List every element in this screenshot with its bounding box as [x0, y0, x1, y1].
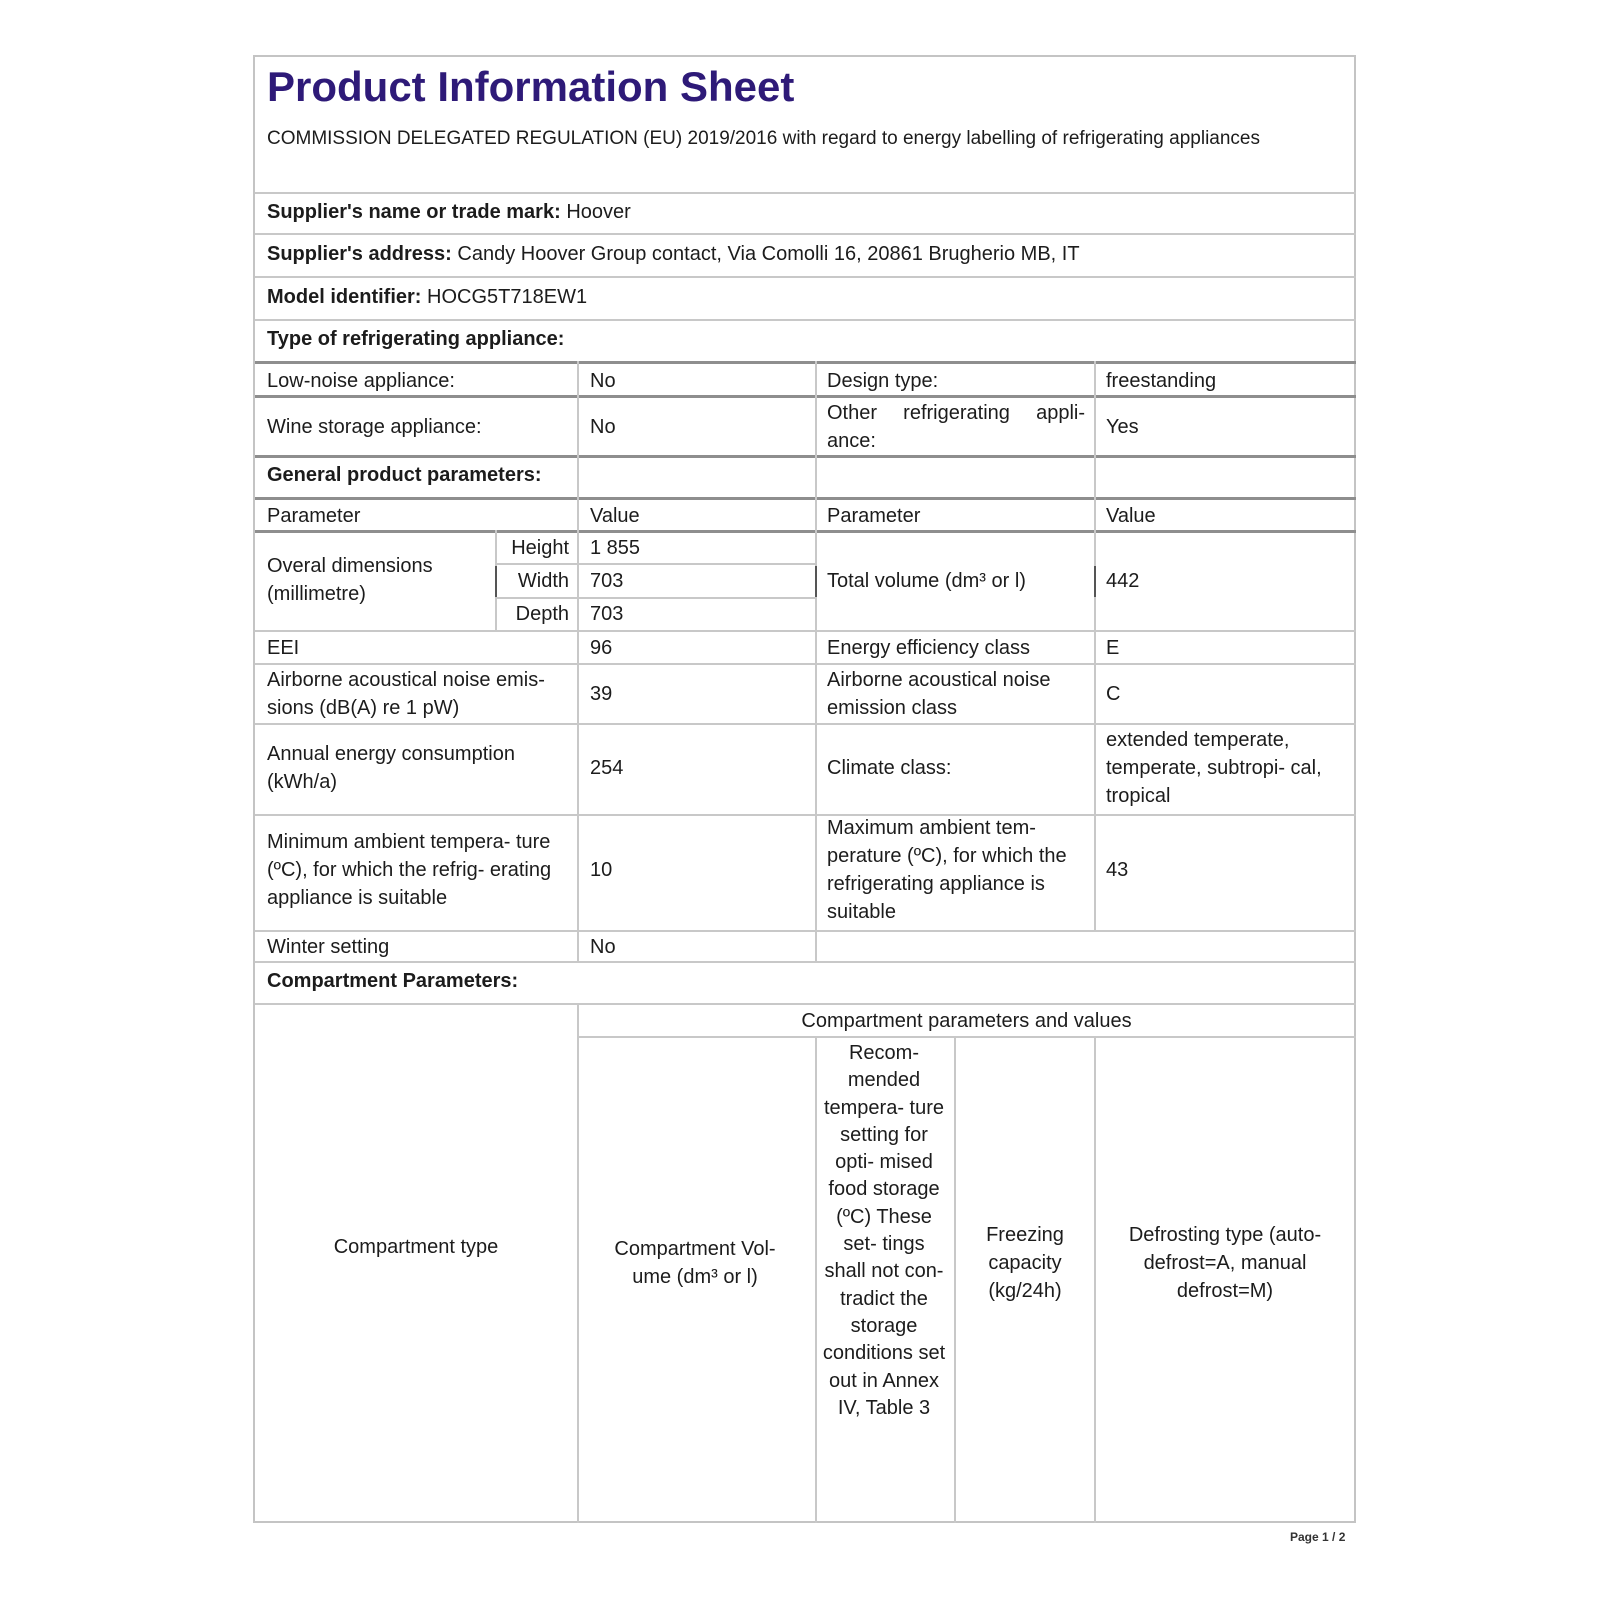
winter-label: Winter setting [267, 936, 390, 958]
column-divider [1094, 566, 1096, 597]
total-volume-label: Total volume (dm³ or l) [827, 570, 1026, 592]
header-parameter-2: Parameter [827, 505, 921, 527]
total-volume-value: 442 [1106, 570, 1140, 592]
type-heading: Type of refrigerating appliance: [267, 328, 565, 350]
depth-value: 703 [590, 603, 624, 625]
column-divider [577, 1003, 579, 1523]
energy-class-value: E [1106, 637, 1120, 659]
compartment-volume-header: Compartment Vol- ume (dm³ or l) [614, 1238, 776, 1288]
supplier-address-row [267, 240, 1080, 268]
min-temp-label: Minimum ambient tempera- ture (ºC), for which the refrig- erating appliance is suitable [267, 831, 552, 909]
row-divider [255, 814, 1356, 816]
climate-label: Climate class: [827, 757, 952, 779]
row-divider [255, 192, 1356, 194]
supplier-name-value: Hoover [566, 201, 631, 223]
column-divider [1094, 361, 1096, 497]
eei-value: 96 [590, 637, 613, 659]
column-divider [577, 361, 579, 497]
column-divider [815, 566, 817, 597]
max-temp-value: 43 [1106, 859, 1129, 881]
recommended-temperature-header: Recom- mended tempera- ture setting for opti- mised food storage (ºC) These set- tings shall not con- tradict the storage conditions set out in Annex IV, Table 3 [822, 1042, 946, 1419]
row-divider [495, 597, 815, 599]
depth-label: Depth [515, 603, 569, 625]
column-divider [815, 1036, 817, 1523]
column-divider [577, 497, 579, 961]
column-divider [954, 1036, 956, 1523]
height-value: 1 855 [590, 537, 641, 559]
design-type-label: Design type: [827, 370, 939, 392]
design-type-value: freestanding [1106, 370, 1217, 392]
row-divider [255, 630, 1356, 632]
model-row [267, 283, 587, 311]
width-label: Width [517, 570, 569, 592]
freezing-capacity-header: Freezing capacity (kg/24h) [986, 1224, 1064, 1302]
row-divider [255, 233, 1356, 235]
wine-storage-label: Wine storage appliance: [267, 416, 482, 438]
model-value: HOCG5T718EW1 [427, 286, 588, 308]
supplier-address-label: Supplier's address: [267, 243, 452, 265]
page-title: Product Information Sheet [267, 63, 795, 110]
row-divider [255, 530, 1356, 533]
row-divider [255, 663, 1356, 665]
noise-value: 39 [590, 683, 613, 705]
compartment-group-header: Compartment parameters and values [801, 1010, 1132, 1032]
row-divider [255, 930, 1356, 932]
wine-storage-value: No [590, 416, 616, 438]
supplier-name-label: Supplier's name or trade mark: [267, 201, 561, 223]
regulation-text: COMMISSION DELEGATED REGULATION (EU) 2019/2016 with regard to energy labelling of refrigerating appliances [267, 128, 1260, 149]
eei-label: EEI [267, 637, 300, 659]
width-value: 703 [590, 570, 624, 592]
compartment-type-header: Compartment type [333, 1236, 499, 1258]
noise-class-value: C [1106, 683, 1121, 705]
noise-label: Airborne acoustical noise emis- sions (dB(A) re 1 pW) [267, 669, 545, 719]
energy-class-label: Energy efficiency class [827, 637, 1031, 659]
row-divider [255, 319, 1356, 321]
dimensions-label: Overal dimensions (millimetre) [267, 555, 433, 605]
height-label: Height [511, 537, 569, 559]
row-divider [577, 1036, 1356, 1038]
row-divider [255, 276, 1356, 278]
noise-class-label: Airborne acoustical noise emission class [827, 669, 1051, 719]
product-information-sheet [253, 55, 1356, 1523]
supplier-name-row [267, 198, 631, 226]
column-divider [815, 361, 817, 497]
other-appliance-value: Yes [1106, 416, 1139, 438]
header-value: Value [590, 505, 640, 527]
row-divider [255, 361, 1356, 364]
max-temp-label: Maximum ambient tem- perature (ºC), for which the refrigerating appliance is suitable [827, 817, 1067, 923]
column-divider [1094, 1036, 1096, 1523]
row-divider [255, 395, 1356, 398]
min-temp-value: 10 [590, 859, 613, 881]
general-heading: General product parameters: [267, 464, 542, 486]
low-noise-value: No [590, 370, 616, 392]
defrosting-type-header: Defrosting type (auto-defrost=A, manual defrost=M) [1128, 1224, 1322, 1302]
supplier-address-value: Candy Hoover Group contact, Via Comolli 16, 20861 Brugherio MB, IT [457, 243, 1080, 265]
annual-energy-label: Annual energy consumption (kWh/a) [267, 743, 515, 793]
column-divider [495, 566, 497, 597]
row-divider [255, 961, 1356, 963]
row-divider [255, 455, 1356, 458]
header-value-2: Value [1106, 505, 1156, 527]
row-divider [255, 1003, 1356, 1005]
other-appliance-label: Other refrigerating appli- ance: [827, 402, 1085, 452]
low-noise-label: Low-noise appliance: [267, 370, 455, 392]
row-divider [495, 563, 815, 565]
annual-energy-value: 254 [590, 757, 624, 779]
row-divider [255, 723, 1356, 725]
compartment-heading: Compartment Parameters: [267, 970, 519, 992]
column-divider [1094, 497, 1096, 930]
winter-value: No [590, 936, 616, 958]
header-parameter: Parameter [267, 505, 361, 527]
climate-value: extended temperate, temperate, subtropi- cal, tropical [1106, 729, 1322, 807]
model-label: Model identifier: [267, 286, 422, 308]
page-number: Page 1 / 2 [1290, 1530, 1346, 1544]
row-divider [255, 497, 1356, 500]
